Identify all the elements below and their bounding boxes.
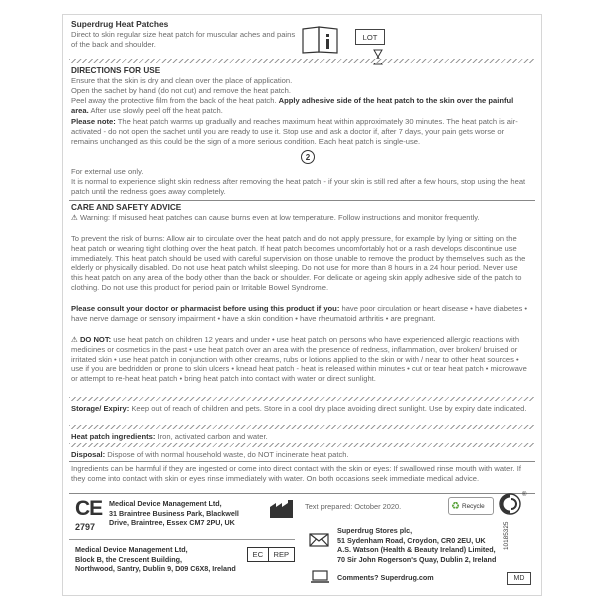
text-prepared: Text prepared: October 2020.: [305, 502, 402, 511]
divider: [69, 539, 295, 540]
manufacturer-line: Drive, Braintree, Essex CM7 2PU, UK: [109, 518, 235, 528]
care-heading: CARE AND SAFETY ADVICE: [71, 203, 182, 212]
consult-text: [71, 304, 531, 324]
lot-label: LOT: [355, 29, 385, 45]
ec-rep-line: Medical Device Management Ltd,: [75, 545, 188, 554]
recycle-icon: ♻: [451, 500, 460, 512]
directions-step-3: [71, 96, 531, 116]
ingredients-body: Iron, activated carbon and water.: [155, 432, 268, 441]
ec-rep-line: Block B, the Crescent Building,: [75, 554, 183, 564]
directions-heading: DIRECTIONS FOR USE: [71, 66, 161, 75]
please-note-label: Please note:: [71, 117, 116, 126]
md-symbol: MD: [507, 572, 531, 585]
green-dot-icon: [499, 493, 521, 515]
please-note: [71, 117, 531, 146]
warning-text-body: Warning: If misused heat patches can cause burns even at low temperature. Follow instructions and monitor frequently.: [79, 213, 480, 222]
warning-triangle-icon: ⚠: [71, 335, 78, 344]
directions-step-1: Ensure that the skin is dry and clean over the place of application.: [71, 76, 293, 85]
storage-body: Keep out of reach of children and pets. Store in a cool dry place avoiding direct sunlight. Use by expiry date indicated.: [129, 404, 527, 413]
divider: [69, 493, 535, 494]
comments-link[interactable]: Comments? Superdrug.com: [337, 573, 434, 582]
envelope-icon: [309, 533, 329, 547]
warning-triangle-icon: ⚠: [71, 213, 78, 222]
manufacturer-line: 31 Braintree Business Park, Blackwell: [109, 508, 239, 518]
recycle-badge: [448, 497, 494, 515]
disposal-label: Disposal:: [71, 450, 106, 459]
divider: [69, 425, 535, 429]
product-code: 10185325: [503, 521, 510, 550]
warning-text: [71, 213, 531, 223]
distributor-line: A.S. Watson (Health & Beauty Ireland) Limited,: [337, 545, 496, 555]
ce-number: 2797: [75, 522, 96, 532]
do-not-label: DO NOT:: [79, 335, 112, 344]
divider: [69, 397, 535, 401]
ec-rep-left: EC: [248, 548, 269, 561]
storage-label: Storage/ Expiry:: [71, 404, 130, 413]
external-use: For external use only.: [71, 167, 144, 176]
ce-mark: CE: [75, 497, 103, 520]
distributor-address: [337, 526, 496, 564]
burns-text: To prevent the risk of burns: Allow air to circulate over the heat patch and do not apply pressure, for example by lying or sitting on the heat patch or wearing tight clothing over the heat patch. If heat patch becomes uncomfortably hot or a rash develops discontinue use immediately. This heat patch should be used with careful supervision on those unable to remove the product by themselves such as the elderly or physically disabled. Do not use heat patch whilst sleeping. Do not use for more than 8 hours in a 24 hour period. Never use this heat patch on any area of the body other than the back or shoulder. For delicate or ageing skin apply adhesive side of the patch to clothing. Do not use this product for period pain or Irritable Bowel Syndrome.: [71, 234, 526, 292]
distributor-line: 51 Sydenham Road, Croydon, CR0 2EU, UK: [337, 535, 486, 545]
consult-body: have poor circulation or heart disease • have diabetes • have nerve damage or sensory impairment • have a skin condition • have rheumatoid arthritis • are pregnant.: [71, 304, 528, 323]
directions-step-3-bold: Apply adhesive side of the heat patch to the skin over the painful area.: [71, 96, 514, 115]
redness-note: It is normal to experience slight skin redness after removing the heat patch - if your skin is still red after a few hours, stop using the heat patch until the redness goes away completely.: [71, 177, 526, 196]
ec-rep-right: REP: [273, 550, 290, 559]
harm-text: Ingredients can be harmful if they are ingested or come into direct contact with the skin or eyes: If swallowed rinse mouth with water. If they come into contact with skin or eyes rinse immediately with water. On both occasions seek immediate medical advice.: [71, 464, 521, 483]
registered-mark: ®: [522, 492, 527, 498]
directions-step-3-c: After use slowly peel off the heat patch.: [88, 105, 223, 115]
manufacturer-line: Medical Device Management Ltd,: [109, 499, 222, 508]
product-description: Direct to skin regular size heat patch for muscular aches and pains of the back and shoulder.: [71, 30, 296, 49]
ec-rep-symbol: [247, 547, 295, 562]
do-not-body: use heat patch on children 12 years and under • use heat patch on persons who have experienced allergic reactions with medicines or cosmetics in the past • use heat patch over an area with the presence of redness, inflammation, over broken/ bruised or irritated skin • use heat patch in conjunction with other creams, rubs or lotions applied to the skin or with / near to other heat sources • use if you are bedridden or prone to skin ulcers • knead heat patch - heat is released within minutes • cut or tear heat patch • microwave or attempt to re-heat heat patch • bring heat patch into contact with water or direct sunlight.: [71, 335, 527, 384]
instructions-book-icon: [301, 25, 339, 55]
computer-icon: [311, 570, 329, 584]
recycle-label: Recycle: [461, 502, 485, 510]
product-title: Superdrug Heat Patches: [71, 19, 169, 29]
disposal-text: [71, 450, 531, 460]
package-back-panel: [62, 14, 542, 596]
directions-step-2: Open the sachet by hand (do not cut) and remove the heat patch.: [71, 86, 291, 95]
ingredients-text: [71, 432, 531, 442]
do-not-reuse-symbol: 2: [305, 152, 311, 162]
disposal-body: Dispose of with normal household waste, do NOT incinerate heat patch.: [105, 450, 349, 459]
ec-rep-address: [75, 545, 236, 574]
manufacturer-address: [109, 499, 239, 528]
distributor-line: Superdrug Stores plc,: [337, 526, 413, 535]
directions-step-3-a: Peel away the protective film from the back of the heat patch.: [71, 96, 279, 105]
divider: [69, 200, 535, 201]
please-note-text: The heat patch warms up gradually and reaches maximum heat within approximately 30 minutes. The heat patch is air-activated - do not open the sachet until you are ready to use it. Stop use and ask a doctor if, after 7 days, your pain gets worse or remains unchanged as this could be the sign of a more serious condition. Each heat patch is single-use.: [71, 117, 518, 146]
divider: [69, 59, 535, 63]
do-not-reuse-icon: [301, 150, 315, 164]
divider: [69, 461, 535, 462]
ec-rep-line: Northwood, Santry, Dublin 9, D09 C6X8, Ireland: [75, 564, 236, 574]
ingredients-label: Heat patch ingredients:: [71, 432, 156, 441]
do-not-text: [71, 335, 531, 384]
consult-label: Please consult your doctor or pharmacist before using this product if you:: [71, 304, 340, 313]
manufacturer-factory-icon: [269, 499, 295, 519]
divider: [69, 443, 535, 447]
distributor-line: 70 Sir John Rogerson's Quay, Dublin 2, Ireland: [337, 554, 497, 564]
storage-text: [71, 404, 531, 414]
